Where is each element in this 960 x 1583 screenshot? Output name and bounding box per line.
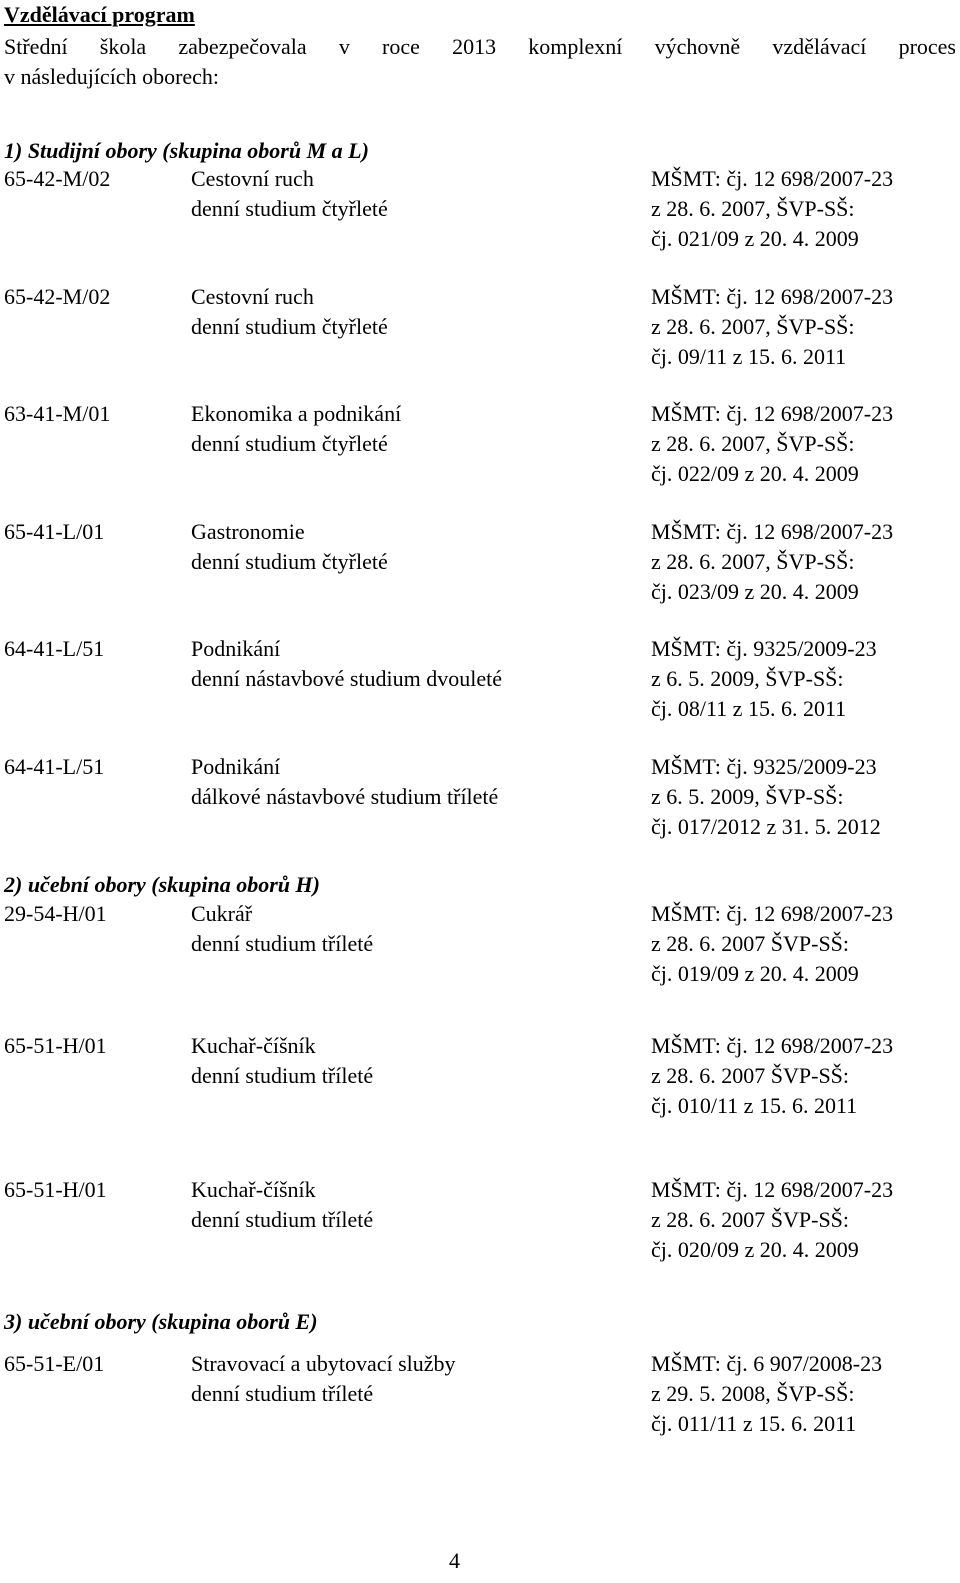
program-name: Podnikání: [191, 754, 281, 779]
program-ref-1: MŠMT: čj. 12 698/2007-23: [651, 1033, 894, 1058]
program-ref-2: z 28. 6. 2007, ŠVP-SŠ:: [651, 549, 855, 574]
program-ref-3: čj. 023/09 z 20. 4. 2009: [651, 579, 859, 604]
program-code: 64-41-L/51: [4, 636, 105, 661]
section-title-1: 1) Studijní obory (skupina oborů M a L): [4, 138, 369, 163]
program-name: Cukrář: [191, 901, 253, 926]
intro-line-2: v následujících oborech:: [4, 64, 220, 89]
program-name: Kuchař-číšník: [191, 1033, 316, 1058]
program-ref-2: z 28. 6. 2007, ŠVP-SŠ:: [651, 431, 855, 456]
intro-line-1: Střední škola zabezpečovala v roce 2013 komplexní výchovně vzdělávací proces: [4, 34, 956, 59]
intro-paragraph: [4, 32, 956, 92]
program-code: 65-51-H/01: [4, 1033, 107, 1058]
program-code: 64-41-L/51: [4, 754, 105, 779]
program-form: denní studium tříleté: [191, 1381, 374, 1406]
program-name: Stravovací a ubytovací služby: [191, 1351, 456, 1376]
program-code: 65-51-H/01: [4, 1177, 107, 1202]
program-form: denní studium čtyřleté: [191, 314, 388, 339]
program-ref-1: MŠMT: čj. 12 698/2007-23: [651, 519, 894, 544]
program-form: dálkové nástavbové studium tříleté: [191, 784, 499, 809]
page-number: 4: [449, 1548, 460, 1573]
program-ref-3: čj. 010/11 z 15. 6. 2011: [651, 1093, 858, 1118]
program-ref-3: čj. 017/2012 z 31. 5. 2012: [651, 814, 881, 839]
program-name: Gastronomie: [191, 519, 305, 544]
section-title-3: 3) učební obory (skupina oborů E): [4, 1309, 318, 1334]
program-form: denní studium tříleté: [191, 1063, 374, 1088]
program-form: denní studium tříleté: [191, 1207, 374, 1232]
program-form: denní studium čtyřleté: [191, 549, 388, 574]
program-form: denní nástavbové studium dvouleté: [191, 666, 502, 691]
program-ref-1: MŠMT: čj. 9325/2009-23: [651, 636, 877, 661]
program-form: denní studium tříleté: [191, 931, 374, 956]
program-code: 29-54-H/01: [4, 901, 107, 926]
program-ref-3: čj. 09/11 z 15. 6. 2011: [651, 344, 847, 369]
program-ref-3: čj. 022/09 z 20. 4. 2009: [651, 461, 859, 486]
program-code: 65-41-L/01: [4, 519, 105, 544]
program-ref-2: z 28. 6. 2007 ŠVP-SŠ:: [651, 1063, 850, 1088]
program-name: Ekonomika a podnikání: [191, 401, 402, 426]
program-ref-1: MŠMT: čj. 6 907/2008-23: [651, 1351, 883, 1376]
program-ref-3: čj. 021/09 z 20. 4. 2009: [651, 226, 859, 251]
program-ref-2: z 28. 6. 2007, ŠVP-SŠ:: [651, 314, 855, 339]
section-title-2: 2) učební obory (skupina oborů H): [4, 872, 320, 897]
program-ref-2: z 28. 6. 2007 ŠVP-SŠ:: [651, 931, 850, 956]
program-ref-3: čj. 08/11 z 15. 6. 2011: [651, 696, 847, 721]
program-ref-1: MŠMT: čj. 12 698/2007-23: [651, 901, 894, 926]
program-ref-1: MŠMT: čj. 9325/2009-23: [651, 754, 877, 779]
program-ref-3: čj. 011/11 z 15. 6. 2011: [651, 1411, 857, 1436]
program-code: 65-42-M/02: [4, 284, 111, 309]
program-form: denní studium čtyřleté: [191, 431, 388, 456]
program-ref-1: MŠMT: čj. 12 698/2007-23: [651, 166, 894, 191]
program-ref-1: MŠMT: čj. 12 698/2007-23: [651, 401, 894, 426]
program-ref-2: z 29. 5. 2008, ŠVP-SŠ:: [651, 1381, 855, 1406]
program-ref-1: MŠMT: čj. 12 698/2007-23: [651, 284, 894, 309]
program-ref-2: z 6. 5. 2009, ŠVP-SŠ:: [651, 666, 844, 691]
program-name: Cestovní ruch: [191, 284, 314, 309]
program-code: 63-41-M/01: [4, 401, 111, 426]
program-name: Kuchař-číšník: [191, 1177, 316, 1202]
program-code: 65-42-M/02: [4, 166, 111, 191]
program-ref-2: z 28. 6. 2007, ŠVP-SŠ:: [651, 196, 855, 221]
program-code: 65-51-E/01: [4, 1351, 105, 1376]
program-ref-2: z 28. 6. 2007 ŠVP-SŠ:: [651, 1207, 850, 1232]
document-heading: Vzdělávací program: [4, 2, 195, 27]
program-ref-1: MŠMT: čj. 12 698/2007-23: [651, 1177, 894, 1202]
program-ref-2: z 6. 5. 2009, ŠVP-SŠ:: [651, 784, 844, 809]
program-ref-3: čj. 020/09 z 20. 4. 2009: [651, 1237, 859, 1262]
program-name: Cestovní ruch: [191, 166, 314, 191]
program-form: denní studium čtyřleté: [191, 196, 388, 221]
program-name: Podnikání: [191, 636, 281, 661]
program-ref-3: čj. 019/09 z 20. 4. 2009: [651, 961, 859, 986]
